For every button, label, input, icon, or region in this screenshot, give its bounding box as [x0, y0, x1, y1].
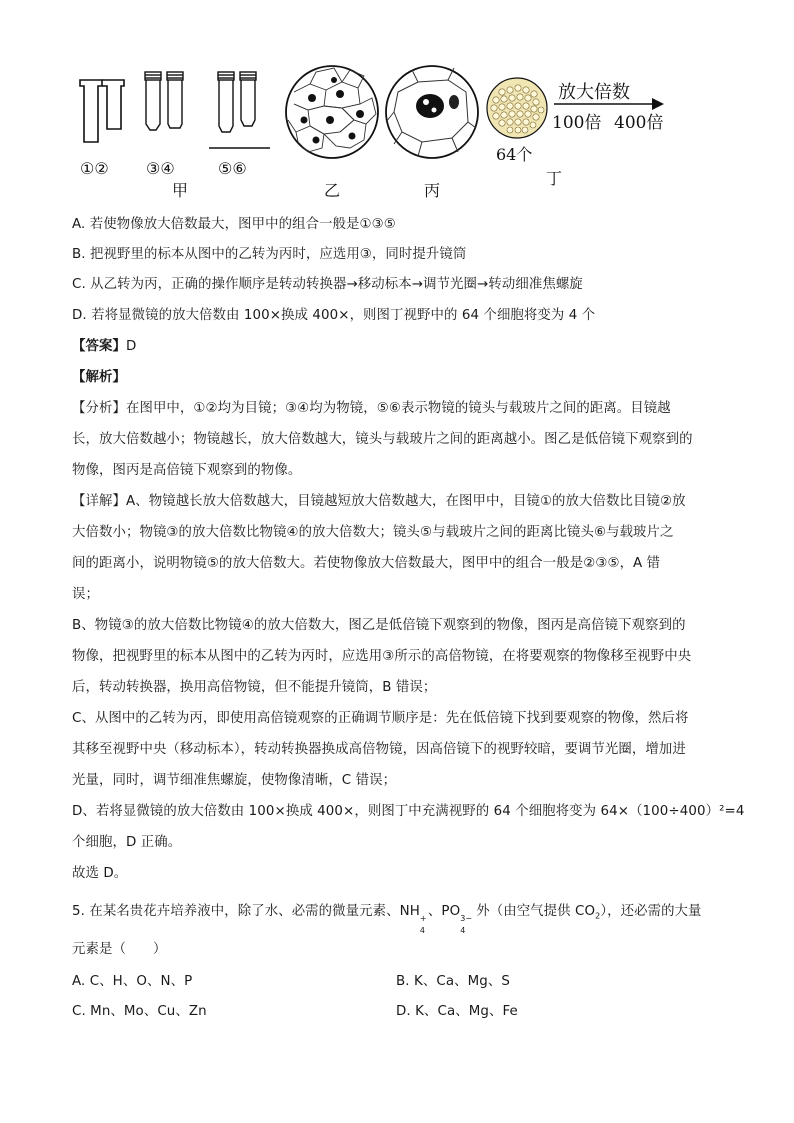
- view-yi-icon: [286, 66, 378, 158]
- xiangjie-line: 误；: [72, 587, 99, 602]
- xiangjie-line: 大倍数小；物镜③的放大倍数比物镜④的放大倍数大；镜头⑤与载玻片之间的距离比镜头⑥与载玻片之: [72, 525, 674, 540]
- xiangjie-line: 个细胞，D 正确。: [72, 835, 182, 850]
- q5-option-c: C. Mn、Mo、Cu、Zn: [72, 1004, 207, 1019]
- xiangjie-line: 【详解】A、物镜越长放大倍数越大，目镜越短放大倍数越大，在图甲中，目镜①的放大倍数比目镜②放: [72, 494, 686, 509]
- objective-5-icon: [218, 72, 234, 132]
- xiangjie-line: 间的距离小，说明物镜⑤的放大倍数大。若使物像放大倍数最大，图甲中的组合一般是②③⑤，A 错: [72, 556, 661, 571]
- option-a: A. 若使物像放大倍数最大，图甲中的组合一般是①③⑤: [72, 217, 396, 232]
- label-56: ⑤⑥: [218, 159, 247, 178]
- fenxi-line: 物像，图丙是高倍镜下观察到的物像。: [72, 463, 302, 478]
- objective-6-icon: [240, 72, 256, 126]
- q5-option-b: B. K、Ca、Mg、S: [396, 974, 510, 989]
- option-b: B. 把视野里的标本从图中的乙转为丙时，应选用③，同时提升镜筒: [72, 247, 467, 262]
- figure-drawing: [72, 62, 672, 212]
- q5-option-d: D. K、Ca、Mg、Fe: [396, 1004, 518, 1019]
- mag-high: 400倍: [614, 113, 664, 133]
- nh4-subscript: 4: [419, 926, 426, 935]
- po4-subscript: 4: [460, 926, 466, 935]
- xiangjie-line: 其移至视野中央（移动标本），转动转换器换成高倍物镜，因高倍镜下的视野较暗，要调节光圈，增加进: [72, 742, 686, 757]
- answer-value: D: [125, 339, 137, 354]
- microscope-figure: [72, 62, 672, 212]
- q5-stem-line2: 元素是（ ）: [72, 942, 167, 957]
- answer-label: 【答案】: [72, 339, 126, 354]
- xiangjie-line: 光量，同时，调节细准焦螺旋，使物像清晰，C 错误；: [72, 773, 397, 788]
- eyepiece-2-icon: [102, 80, 124, 129]
- xiangjie-line: 故选 D。: [72, 866, 128, 881]
- q5-option-a: A. C、H、O、N、P: [72, 974, 193, 989]
- q5-stem-part: 5. 在某名贵花卉培养液中，除了水、必需的微量元素、NH: [72, 904, 420, 919]
- fenxi-line: 长，放大倍数越小；物镜越长，放大倍数越大，镜头与载玻片之间的距离越小。图乙是低倍镜下观察到的: [72, 432, 693, 447]
- option-d: D. 若将显微镜的放大倍数由 100×换成 400×，则图丁视野中的 64 个细胞将变为 4 个: [72, 308, 596, 323]
- view-ding-icon: [487, 78, 547, 138]
- xiangjie-line: 后，转动转换器，换用高倍物镜，但不能提升镜筒，B 错误；: [72, 680, 437, 695]
- objective-4-icon: [167, 72, 183, 128]
- q5-stem-part: 外（由空气提供 CO: [476, 904, 596, 919]
- label-ding: 丁: [546, 169, 563, 188]
- view-bing-icon: [386, 66, 478, 158]
- xiangjie-line: 物像，把视野里的标本从图中的乙转为丙时，应选用③所示的高倍物镜，在将要观察的物像移至视野中央: [72, 649, 692, 664]
- po4-charge: 3−: [460, 914, 473, 923]
- label-yi: 乙: [324, 181, 341, 200]
- option-c: C. 从乙转为丙，正确的操作顺序是转动转换器→移动标本→调节光圈→转动细准焦螺旋: [72, 277, 583, 292]
- label-34: ③④: [146, 159, 175, 178]
- xiangjie-line: B、物镜③的放大倍数比物镜④的放大倍数大，图乙是低倍镜下观察到的物像，图丙是高倍镜下观察到的: [72, 618, 686, 633]
- label-count: 64个: [496, 145, 533, 164]
- answer-line: [72, 337, 136, 357]
- eyepiece-1-icon: [80, 80, 102, 142]
- label-12: ①②: [80, 159, 109, 178]
- q5-stem: [72, 902, 702, 935]
- mag-low: 100倍: [552, 113, 602, 133]
- xiangjie-line: D、若将显微镜的放大倍数由 100×换成 400×，则图丁中充满视野的 64 个细胞将变为 64×（100÷400）²=4: [72, 804, 745, 819]
- label-jia: 甲: [172, 181, 189, 200]
- xiangjie-line: C、从图中的乙转为丙，即使用高倍镜观察的正确调节顺序是：先在低倍镜下找到要观察的物像，然后将: [72, 711, 689, 726]
- analysis-label: 【解析】: [72, 370, 126, 385]
- q5-stem-part: ），还必需的大量: [600, 904, 702, 919]
- label-bing: 丙: [424, 181, 441, 200]
- fenxi-line: 【分析】在图甲中，①②均为目镜；③④均为物镜，⑤⑥表示物镜的镜头与载玻片之间的距离。目镜越: [72, 401, 671, 416]
- nh4-charge: +: [419, 914, 427, 923]
- objective-3-icon: [145, 72, 161, 130]
- co2-subscript: 2: [595, 911, 601, 921]
- arrow-title: 放大倍数: [558, 82, 630, 103]
- q5-stem-part: 、PO: [427, 904, 461, 919]
